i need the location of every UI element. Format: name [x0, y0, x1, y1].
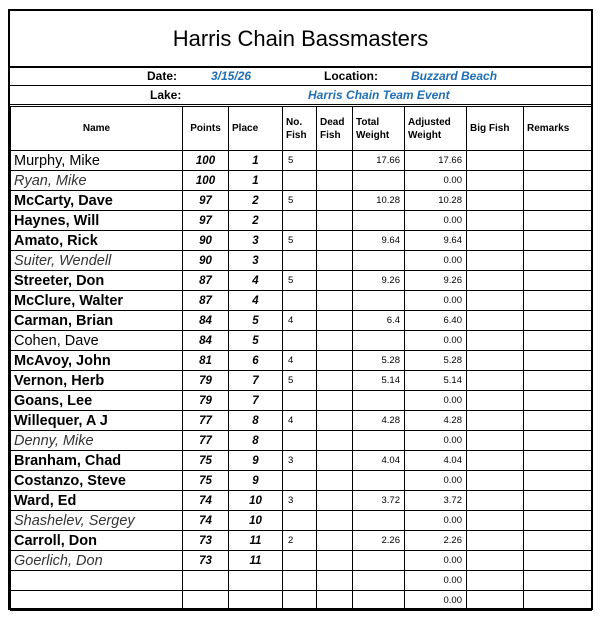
big-fish-cell	[467, 511, 524, 531]
big-fish-cell	[467, 171, 524, 191]
big-fish-cell	[467, 151, 524, 171]
table-row	[11, 211, 592, 231]
adjusted-weight-cell: 10.28	[405, 191, 467, 211]
dead-fish-cell	[317, 291, 353, 311]
table-row	[11, 371, 592, 391]
table-row	[11, 531, 592, 551]
big-fish-cell	[467, 491, 524, 511]
angler-name: Amato, Rick	[11, 231, 183, 251]
dead-fish-cell	[317, 391, 353, 411]
total-weight-cell: 5.14	[353, 371, 405, 391]
header-dead-fish: Dead Fish	[317, 107, 353, 151]
big-fish-cell	[467, 571, 524, 591]
dead-fish-cell	[317, 351, 353, 371]
fish-count-cell	[283, 211, 317, 231]
angler-name: Murphy, Mike	[11, 151, 183, 171]
table-row	[11, 431, 592, 451]
adjusted-weight-cell: 5.28	[405, 351, 467, 371]
table-row	[11, 451, 592, 471]
place-cell: 10	[229, 511, 283, 531]
big-fish-cell	[467, 211, 524, 231]
adjusted-weight-cell: 17.66	[405, 151, 467, 171]
fish-count-cell: 4	[283, 311, 317, 331]
remarks-cell	[524, 531, 592, 551]
adjusted-weight-cell: 3.72	[405, 491, 467, 511]
header-row	[11, 107, 592, 151]
angler-name: Streeter, Don	[11, 271, 183, 291]
fish-count-cell: 2	[283, 531, 317, 551]
place-cell: 11	[229, 531, 283, 551]
dead-fish-cell	[317, 331, 353, 351]
adjusted-weight-cell: 0.00	[405, 331, 467, 351]
table-row	[11, 251, 592, 271]
remarks-cell	[524, 311, 592, 331]
fish-count-cell	[283, 511, 317, 531]
points-cell	[183, 591, 229, 611]
adjusted-weight-cell: 0.00	[405, 431, 467, 451]
angler-name: Cohen, Dave	[11, 331, 183, 351]
fish-count-cell	[283, 471, 317, 491]
date-label: Date:	[147, 69, 178, 83]
angler-name: Denny, Mike	[11, 431, 183, 451]
remarks-cell	[524, 451, 592, 471]
remarks-cell	[524, 371, 592, 391]
fish-count-cell	[283, 571, 317, 591]
place-cell: 2	[229, 211, 283, 231]
fish-count-cell: 3	[283, 491, 317, 511]
table-row	[11, 231, 592, 251]
table-row	[11, 191, 592, 211]
dead-fish-cell	[317, 531, 353, 551]
total-weight-cell	[353, 511, 405, 531]
fish-count-cell	[283, 171, 317, 191]
place-cell: 9	[229, 451, 283, 471]
total-weight-cell	[353, 471, 405, 491]
table-row	[11, 551, 592, 571]
table-row	[11, 571, 592, 591]
header-name: Name	[11, 107, 183, 151]
place-cell: 11	[229, 551, 283, 571]
total-weight-cell: 6.4	[353, 311, 405, 331]
angler-name: Shashelev, Sergey	[11, 511, 183, 531]
remarks-cell	[524, 471, 592, 491]
results-sheet	[8, 9, 593, 610]
sheet-title: Harris Chain Bassmasters	[10, 11, 591, 68]
total-weight-cell: 3.72	[353, 491, 405, 511]
points-cell: 100	[183, 171, 229, 191]
remarks-cell	[524, 151, 592, 171]
header-big-fish: Big Fish	[467, 107, 524, 151]
total-weight-cell	[353, 211, 405, 231]
header-no-fish: No. Fish	[283, 107, 317, 151]
fish-count-cell	[283, 431, 317, 451]
points-cell: 79	[183, 371, 229, 391]
angler-name	[11, 571, 183, 591]
adjusted-weight-cell: 5.14	[405, 371, 467, 391]
angler-name: McAvoy, John	[11, 351, 183, 371]
header-adjusted-weight: Adjusted Weight	[405, 107, 467, 151]
big-fish-cell	[467, 231, 524, 251]
fish-count-cell: 5	[283, 371, 317, 391]
big-fish-cell	[467, 271, 524, 291]
dead-fish-cell	[317, 151, 353, 171]
place-cell	[229, 571, 283, 591]
fish-count-cell	[283, 591, 317, 611]
remarks-cell	[524, 291, 592, 311]
points-cell	[183, 571, 229, 591]
table-row	[11, 271, 592, 291]
remarks-cell	[524, 351, 592, 371]
table-row	[11, 291, 592, 311]
standings-table	[10, 106, 592, 611]
big-fish-cell	[467, 351, 524, 371]
total-weight-cell	[353, 591, 405, 611]
total-weight-cell: 4.28	[353, 411, 405, 431]
points-cell: 84	[183, 311, 229, 331]
adjusted-weight-cell: 9.26	[405, 271, 467, 291]
points-cell: 73	[183, 551, 229, 571]
total-weight-cell: 2.26	[353, 531, 405, 551]
adjusted-weight-cell: 0.00	[405, 211, 467, 231]
remarks-cell	[524, 491, 592, 511]
table-row	[11, 591, 592, 611]
place-cell: 3	[229, 231, 283, 251]
table-row	[11, 151, 592, 171]
angler-name: McClure, Walter	[11, 291, 183, 311]
adjusted-weight-cell: 0.00	[405, 551, 467, 571]
angler-name: Goans, Lee	[11, 391, 183, 411]
angler-name	[11, 591, 183, 611]
big-fish-cell	[467, 391, 524, 411]
lake-row	[10, 87, 591, 105]
remarks-cell	[524, 551, 592, 571]
table-row	[11, 491, 592, 511]
place-cell: 1	[229, 171, 283, 191]
dead-fish-cell	[317, 231, 353, 251]
fish-count-cell	[283, 391, 317, 411]
points-cell: 77	[183, 431, 229, 451]
date-value: 3/15/26	[211, 69, 252, 83]
big-fish-cell	[467, 531, 524, 551]
table-row	[11, 311, 592, 331]
adjusted-weight-cell: 0.00	[405, 591, 467, 611]
total-weight-cell	[353, 331, 405, 351]
fish-count-cell: 4	[283, 351, 317, 371]
dead-fish-cell	[317, 511, 353, 531]
lake-value: Harris Chain Team Event	[308, 88, 450, 102]
place-cell: 9	[229, 471, 283, 491]
remarks-cell	[524, 251, 592, 271]
adjusted-weight-cell: 0.00	[405, 171, 467, 191]
fish-count-cell: 5	[283, 231, 317, 251]
remarks-cell	[524, 431, 592, 451]
table-row	[11, 351, 592, 371]
remarks-cell	[524, 411, 592, 431]
header-place: Place	[229, 107, 283, 151]
angler-name: Ryan, Mike	[11, 171, 183, 191]
total-weight-cell: 9.64	[353, 231, 405, 251]
points-cell: 74	[183, 511, 229, 531]
angler-name: Willequer, A J	[11, 411, 183, 431]
points-cell: 81	[183, 351, 229, 371]
total-weight-cell	[353, 551, 405, 571]
angler-name: Carman, Brian	[11, 311, 183, 331]
total-weight-cell	[353, 171, 405, 191]
adjusted-weight-cell: 4.04	[405, 451, 467, 471]
angler-name: Vernon, Herb	[11, 371, 183, 391]
points-cell: 84	[183, 331, 229, 351]
big-fish-cell	[467, 371, 524, 391]
date-location-row	[10, 68, 591, 86]
big-fish-cell	[467, 251, 524, 271]
adjusted-weight-cell: 6.40	[405, 311, 467, 331]
total-weight-cell: 17.66	[353, 151, 405, 171]
angler-name: Haynes, Will	[11, 211, 183, 231]
remarks-cell	[524, 271, 592, 291]
place-cell: 6	[229, 351, 283, 371]
dead-fish-cell	[317, 491, 353, 511]
dead-fish-cell	[317, 471, 353, 491]
points-cell: 79	[183, 391, 229, 411]
place-cell: 5	[229, 311, 283, 331]
big-fish-cell	[467, 431, 524, 451]
total-weight-cell	[353, 391, 405, 411]
remarks-cell	[524, 191, 592, 211]
fish-count-cell: 4	[283, 411, 317, 431]
location-value: Buzzard Beach	[411, 69, 498, 83]
dead-fish-cell	[317, 211, 353, 231]
big-fish-cell	[467, 291, 524, 311]
dead-fish-cell	[317, 451, 353, 471]
remarks-cell	[524, 571, 592, 591]
remarks-cell	[524, 171, 592, 191]
dead-fish-cell	[317, 251, 353, 271]
points-cell: 97	[183, 211, 229, 231]
points-cell: 73	[183, 531, 229, 551]
fish-count-cell: 3	[283, 451, 317, 471]
angler-name: Branham, Chad	[11, 451, 183, 471]
remarks-cell	[524, 331, 592, 351]
angler-name: Carroll, Don	[11, 531, 183, 551]
dead-fish-cell	[317, 551, 353, 571]
table-row	[11, 171, 592, 191]
dead-fish-cell	[317, 171, 353, 191]
big-fish-cell	[467, 331, 524, 351]
adjusted-weight-cell: 0.00	[405, 511, 467, 531]
dead-fish-cell	[317, 371, 353, 391]
remarks-cell	[524, 231, 592, 251]
dead-fish-cell	[317, 411, 353, 431]
total-weight-cell	[353, 291, 405, 311]
place-cell: 8	[229, 411, 283, 431]
adjusted-weight-cell: 0.00	[405, 571, 467, 591]
dead-fish-cell	[317, 591, 353, 611]
total-weight-cell	[353, 251, 405, 271]
angler-name: Costanzo, Steve	[11, 471, 183, 491]
points-cell: 77	[183, 411, 229, 431]
adjusted-weight-cell: 0.00	[405, 291, 467, 311]
adjusted-weight-cell: 0.00	[405, 471, 467, 491]
location-label: Location:	[324, 69, 378, 83]
remarks-cell	[524, 391, 592, 411]
big-fish-cell	[467, 471, 524, 491]
table-row	[11, 331, 592, 351]
adjusted-weight-cell: 9.64	[405, 231, 467, 251]
dead-fish-cell	[317, 431, 353, 451]
adjusted-weight-cell: 2.26	[405, 531, 467, 551]
dead-fish-cell	[317, 191, 353, 211]
big-fish-cell	[467, 311, 524, 331]
table-row	[11, 511, 592, 531]
remarks-cell	[524, 511, 592, 531]
table-row	[11, 411, 592, 431]
place-cell: 5	[229, 331, 283, 351]
angler-name: Suiter, Wendell	[11, 251, 183, 271]
dead-fish-cell	[317, 311, 353, 331]
place-cell: 3	[229, 251, 283, 271]
header-points: Points	[183, 107, 229, 151]
fish-count-cell	[283, 551, 317, 571]
place-cell	[229, 591, 283, 611]
fish-count-cell: 5	[283, 271, 317, 291]
fish-count-cell: 5	[283, 191, 317, 211]
place-cell: 10	[229, 491, 283, 511]
total-weight-cell: 5.28	[353, 351, 405, 371]
table-row	[11, 471, 592, 491]
place-cell: 1	[229, 151, 283, 171]
dead-fish-cell	[317, 271, 353, 291]
points-cell: 87	[183, 271, 229, 291]
points-cell: 74	[183, 491, 229, 511]
points-cell: 100	[183, 151, 229, 171]
header-total-weight: Total Weight	[353, 107, 405, 151]
points-cell: 87	[183, 291, 229, 311]
place-cell: 7	[229, 391, 283, 411]
place-cell: 4	[229, 271, 283, 291]
fish-count-cell	[283, 331, 317, 351]
big-fish-cell	[467, 551, 524, 571]
place-cell: 7	[229, 371, 283, 391]
angler-name: Goerlich, Don	[11, 551, 183, 571]
total-weight-cell: 10.28	[353, 191, 405, 211]
points-cell: 90	[183, 231, 229, 251]
points-cell: 90	[183, 251, 229, 271]
fish-count-cell: 5	[283, 151, 317, 171]
big-fish-cell	[467, 191, 524, 211]
total-weight-cell: 9.26	[353, 271, 405, 291]
angler-name: McCarty, Dave	[11, 191, 183, 211]
place-cell: 8	[229, 431, 283, 451]
header-remarks: Remarks	[524, 107, 592, 151]
points-cell: 75	[183, 451, 229, 471]
remarks-cell	[524, 211, 592, 231]
adjusted-weight-cell: 0.00	[405, 391, 467, 411]
dead-fish-cell	[317, 571, 353, 591]
adjusted-weight-cell: 4.28	[405, 411, 467, 431]
adjusted-weight-cell: 0.00	[405, 251, 467, 271]
table-row	[11, 391, 592, 411]
place-cell: 4	[229, 291, 283, 311]
points-cell: 75	[183, 471, 229, 491]
big-fish-cell	[467, 591, 524, 611]
fish-count-cell	[283, 251, 317, 271]
big-fish-cell	[467, 411, 524, 431]
place-cell: 2	[229, 191, 283, 211]
total-weight-cell: 4.04	[353, 451, 405, 471]
total-weight-cell	[353, 431, 405, 451]
lake-label: Lake:	[150, 88, 182, 102]
fish-count-cell	[283, 291, 317, 311]
big-fish-cell	[467, 451, 524, 471]
points-cell: 97	[183, 191, 229, 211]
remarks-cell	[524, 591, 592, 611]
total-weight-cell	[353, 571, 405, 591]
angler-name: Ward, Ed	[11, 491, 183, 511]
